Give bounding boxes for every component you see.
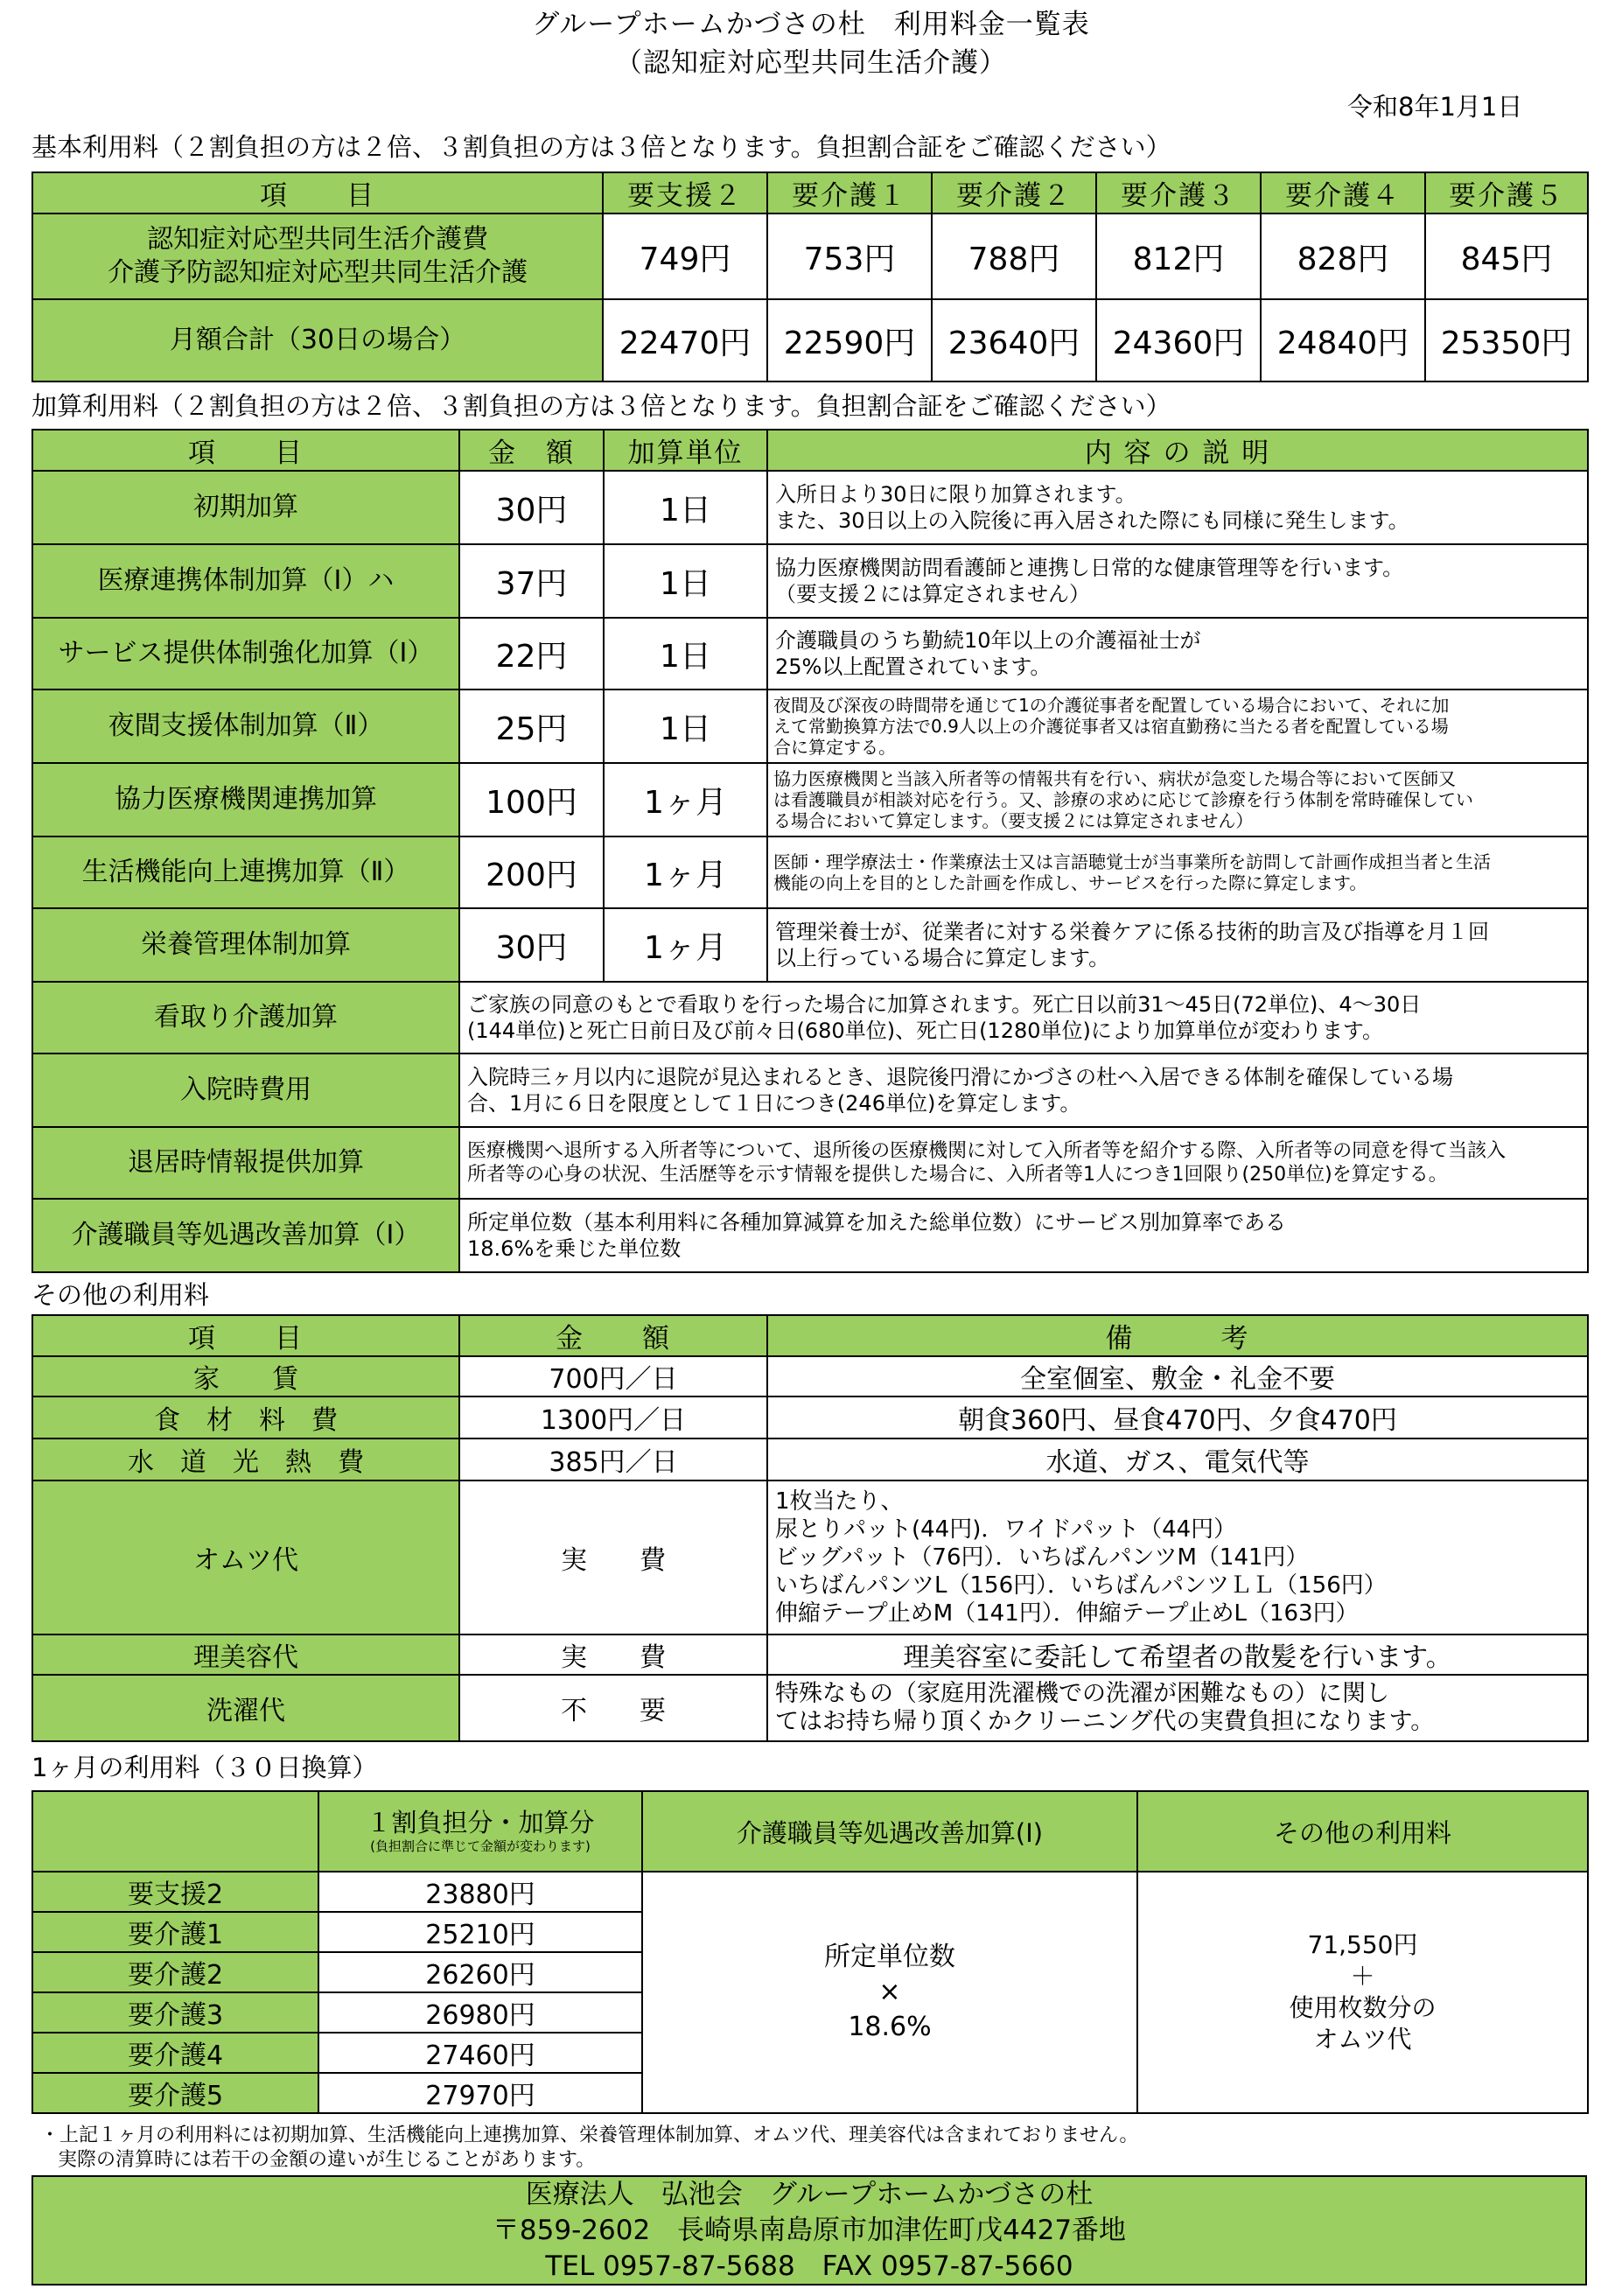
monthly-col-base xyxy=(318,1791,642,1872)
addon-name: 初期加算 xyxy=(32,471,459,544)
addon-desc-line: (144単位)と死亡日前日及び前々日(680単位)、死亡日(1280単位)により加算単位が変わります。 xyxy=(467,1018,1383,1043)
addon-unit: 1日 xyxy=(604,544,767,618)
level-header: 要介護２ xyxy=(932,172,1096,214)
monthly-col-other: その他の利用料 xyxy=(1137,1791,1588,1872)
other-row xyxy=(32,1675,1588,1741)
addon-desc-line: 以上行っている場合に算定します。 xyxy=(775,946,1110,970)
monthly-level: 要介護4 xyxy=(32,2033,318,2073)
monthly-level: 要介護2 xyxy=(32,1952,318,1992)
monthly-amount: 26980円 xyxy=(318,1992,642,2033)
diaper-price-line: いちばんパンツL（156円）．いちばんパンツＬＬ（156円） xyxy=(775,1572,1387,1599)
monthly-improvement-cell xyxy=(642,1872,1137,2113)
facility-contact xyxy=(31,2175,1587,2286)
addon-row xyxy=(32,836,1588,908)
level-header: 要介護１ xyxy=(767,172,932,214)
notes xyxy=(40,2124,1598,2173)
addon-row xyxy=(32,618,1588,690)
addon-desc-line: 所定単位数（基本利用料に各種加算減算を加えた総単位数）にサービス別加算率である xyxy=(467,1210,1286,1235)
other-fee-line: ＋ xyxy=(1350,1962,1375,1991)
other-col-item: 項 目 xyxy=(32,1315,459,1356)
addon-col-item: 項 目 xyxy=(32,430,459,471)
other-note: 水道、ガス、電気代等 xyxy=(767,1438,1588,1480)
addon-desc-line: 機能の向上を目的とした計画を作成し、サービスを行った際に算定します。 xyxy=(773,872,1367,893)
other-amount: 不 要 xyxy=(459,1675,767,1741)
other-name: 洗濯代 xyxy=(32,1675,459,1741)
monthly-level: 要介護5 xyxy=(32,2073,318,2113)
daily-fee: 749円 xyxy=(603,214,767,299)
addon-unit: 1ヶ月 xyxy=(604,836,767,908)
addon-desc-line: る場合において算定します。（要支援２には算定されません） xyxy=(773,810,1254,831)
basic-daily-label-line2: 介護予防認知症対応型共同生活介護 xyxy=(108,257,528,288)
addon-section-title: 加算利用料（２割負担の方は２倍、３割負担の方は３倍となります。負担割合証をご確認ください） xyxy=(31,391,1171,421)
monthly-fee: 24360円 xyxy=(1096,299,1261,382)
addon-row xyxy=(32,908,1588,982)
other-amount: 実 費 xyxy=(459,1480,767,1634)
addon-name: 夜間支援体制加算（Ⅱ） xyxy=(32,690,459,763)
addon-wide-row xyxy=(32,1199,1588,1272)
other-name: 理美容代 xyxy=(32,1634,459,1675)
monthly-col-base-sub: (負担割合に準じて金額が変わります) xyxy=(370,1838,591,1854)
issue-date: 令和8年1月1日 xyxy=(1347,92,1523,122)
addon-desc-line: 18.6%を乗じた単位数 xyxy=(467,1236,682,1261)
addon-desc-line: 協力医療機関訪問看護師と連携し日常的な健康管理等を行います。 xyxy=(775,556,1404,580)
improvement-line: × xyxy=(878,1977,901,2007)
monthly-amount: 27970円 xyxy=(318,2073,642,2113)
daily-fee: 788円 xyxy=(932,214,1096,299)
addon-amount: 30円 xyxy=(459,908,604,982)
facility-address: 〒859-2602 長崎県南島原市加津佐町戊4427番地 xyxy=(492,2215,1127,2246)
addon-amount: 37円 xyxy=(459,544,604,618)
other-fee-line: オムツ代 xyxy=(1313,2025,1412,2054)
daily-fee: 753円 xyxy=(767,214,932,299)
basic-header-row xyxy=(32,172,1588,214)
basic-daily-label xyxy=(32,214,603,299)
addon-row xyxy=(32,763,1588,836)
other-col-note: 備 考 xyxy=(767,1315,1588,1356)
addon-unit: 1日 xyxy=(604,618,767,690)
other-note xyxy=(767,1675,1588,1741)
page-subtitle: （認知症対応型共同生活介護） xyxy=(615,47,1007,79)
other-row xyxy=(32,1480,1588,1634)
diaper-price-line: 尿とりパット(44円)．ワイドパット（44円） xyxy=(775,1516,1237,1543)
laundry-note-line: てはお持ち帰り頂くかクリーニング代の実費負担になります。 xyxy=(775,1708,1435,1735)
addon-name: 退居時情報提供加算 xyxy=(32,1127,459,1199)
addon-desc xyxy=(767,690,1588,763)
addon-name: 看取り介護加算 xyxy=(32,982,459,1054)
addon-desc xyxy=(767,471,1588,544)
other-amount: 実 費 xyxy=(459,1634,767,1675)
addon-desc-line: 25%以上配置されています。 xyxy=(775,654,1052,679)
monthly-corner xyxy=(32,1791,318,1872)
monthly-amount: 23880円 xyxy=(318,1872,642,1912)
improvement-line: 18.6% xyxy=(848,2012,932,2042)
monthly-fee: 22590円 xyxy=(767,299,932,382)
daily-fee: 845円 xyxy=(1425,214,1588,299)
diaper-price-line: 伸縮テープ止めM（141円）．伸縮テープ止めL（163円） xyxy=(775,1600,1359,1627)
monthly-fee-table xyxy=(31,1790,1589,2114)
addon-desc-line: 協力医療機関と当該入所者等の情報共有を行い、病状が急変した場合等において医師又 xyxy=(773,768,1456,789)
other-header-row xyxy=(32,1315,1588,1356)
monthly-section-title: 1ヶ月の利用料（３０日換算） xyxy=(31,1753,378,1782)
addon-col-desc: 内 容 の 説 明 xyxy=(767,430,1588,471)
addon-unit: 1ヶ月 xyxy=(604,908,767,982)
daily-fee: 812円 xyxy=(1096,214,1261,299)
addon-fee-table xyxy=(31,429,1589,1273)
other-note: 朝食360円、昼食470円、夕食470円 xyxy=(767,1396,1588,1438)
addon-name: 協力医療機関連携加算 xyxy=(32,763,459,836)
other-fee-line: 71,550円 xyxy=(1307,1930,1418,1959)
addon-desc-line: ご家族の同意のもとで看取りを行った場合に加算されます。死亡日以前31～45日(72単位)、4～30日 xyxy=(467,992,1422,1017)
addon-name: 介護職員等処遇改善加算（Ⅰ） xyxy=(32,1199,459,1272)
addon-desc xyxy=(459,1199,1588,1272)
other-name: オムツ代 xyxy=(32,1480,459,1634)
other-name: 食 材 料 費 xyxy=(32,1396,459,1438)
monthly-fee: 22470円 xyxy=(603,299,767,382)
addon-desc-line: は看護職員が相談対応を行う。又、診療の求めに応じて診療を行う体制を常時確保してい xyxy=(773,789,1473,810)
addon-desc-line: また、30日以上の入院後に再入居された際にも同様に発生します。 xyxy=(775,508,1409,533)
laundry-note-line: 特殊なもの（家庭用洗濯機での洗濯が困難なもの）に関し xyxy=(775,1680,1389,1707)
daily-fee: 828円 xyxy=(1261,214,1425,299)
other-row xyxy=(32,1438,1588,1480)
monthly-fee: 23640円 xyxy=(932,299,1096,382)
addon-desc xyxy=(767,836,1588,908)
monthly-col-improvement: 介護職員等処遇改善加算(Ⅰ) xyxy=(642,1791,1137,1872)
addon-amount: 30円 xyxy=(459,471,604,544)
monthly-amount: 26260円 xyxy=(318,1952,642,1992)
addon-unit: 1日 xyxy=(604,690,767,763)
addon-wide-row xyxy=(32,982,1588,1054)
addon-amount: 100円 xyxy=(459,763,604,836)
basic-daily-row xyxy=(32,214,1588,299)
addon-unit: 1ヶ月 xyxy=(604,763,767,836)
other-row xyxy=(32,1396,1588,1438)
page-title: グループホームかづさの杜 利用料金一覧表 xyxy=(532,9,1090,40)
improvement-line: 所定単位数 xyxy=(824,1942,955,1972)
other-section-title: その他の利用料 xyxy=(31,1280,210,1310)
diaper-price-list xyxy=(767,1480,1588,1634)
addon-desc xyxy=(459,982,1588,1054)
monthly-level: 要介護1 xyxy=(32,1912,318,1952)
level-header: 要支援２ xyxy=(603,172,767,214)
addon-row xyxy=(32,690,1588,763)
addon-desc-line: 所者等の心身の状況、生活歴等を示す情報を提供した場合に、入所者等1人につき1回限り(250単位)を算定する。 xyxy=(467,1164,1448,1186)
other-col-amount: 金 額 xyxy=(459,1315,767,1356)
addon-wide-row xyxy=(32,1127,1588,1199)
monthly-row xyxy=(32,1872,1588,1912)
addon-desc-line: 管理栄養士が、従業者に対する栄養ケアに係る技術的助言及び指導を月１回 xyxy=(775,920,1489,944)
basic-monthly-label: 月額合計（30日の場合） xyxy=(32,299,603,382)
other-name: 水 道 光 熱 費 xyxy=(32,1438,459,1480)
level-header: 要介護３ xyxy=(1096,172,1261,214)
other-fee-line: 使用枚数分の xyxy=(1289,1993,1437,2022)
addon-desc xyxy=(459,1127,1588,1199)
monthly-amount: 27460円 xyxy=(318,2033,642,2073)
other-amount: 1300円／日 xyxy=(459,1396,767,1438)
addon-name: 入院時費用 xyxy=(32,1054,459,1127)
addon-desc-line: えて常勤換算方法で0.9人以上の介護従事者又は宿直勤務に当たる者を配置している場 xyxy=(773,716,1449,737)
addon-name: 生活機能向上連携加算（Ⅱ） xyxy=(32,836,459,908)
diaper-price-line: ビッグパット（76円）．いちばんパンツM（141円） xyxy=(775,1544,1309,1571)
addon-desc-line: 医療機関へ退所する入所者等について、退所後の医療機関に対して入所者等を紹介する際、入所者等の同意を得て当該入 xyxy=(467,1140,1507,1162)
monthly-level: 要支援2 xyxy=(32,1872,318,1912)
addon-row xyxy=(32,471,1588,544)
addon-desc xyxy=(767,763,1588,836)
note-line: ・上記１ヶ月の利用料には初期加算、生活機能向上連携加算、栄養管理体制加算、オムツ代、理美容代は含まれておりません。 xyxy=(40,2124,1139,2146)
addon-desc xyxy=(459,1054,1588,1127)
addon-amount: 25円 xyxy=(459,690,604,763)
facility-name: 医療法人 弘池会 グループホームかづさの杜 xyxy=(525,2179,1094,2210)
basic-daily-label-line1: 認知症対応型共同生活介護費 xyxy=(147,224,488,255)
addon-name: サービス提供体制強化加算（Ⅰ） xyxy=(32,618,459,690)
other-note: 理美容室に委託して希望者の散髪を行います。 xyxy=(767,1634,1588,1675)
basic-section-title: 基本利用料（２割負担の方は２倍、３割負担の方は３倍となります。負担割合証をご確認ください） xyxy=(31,132,1171,162)
addon-desc xyxy=(767,544,1588,618)
note-line: 実際の清算時には若干の金額の違いが生じることがあります。 xyxy=(58,2149,596,2171)
level-header: 要介護４ xyxy=(1261,172,1425,214)
addon-amount: 200円 xyxy=(459,836,604,908)
addon-header-row xyxy=(32,430,1588,471)
other-row xyxy=(32,1356,1588,1396)
addon-desc-line: 合に算定する。 xyxy=(773,737,896,758)
addon-desc xyxy=(767,908,1588,982)
basic-fee-table xyxy=(31,172,1589,382)
addon-col-unit: 加算単位 xyxy=(604,430,767,471)
addon-desc-line: （要支援２には算定されません） xyxy=(775,582,1090,606)
monthly-fee: 25350円 xyxy=(1425,299,1588,382)
diaper-price-line: 1枚当たり、 xyxy=(775,1488,904,1515)
basic-monthly-row xyxy=(32,299,1588,382)
addon-desc-line: 合、1月に６日を限度として１日につき(246単位)を算定します。 xyxy=(467,1091,1081,1116)
monthly-level: 要介護3 xyxy=(32,1992,318,2033)
addon-desc-line: 夜間及び深夜の時間帯を通じて1の介護従事者を配置している場合において、それに加 xyxy=(773,695,1450,716)
addon-desc-line: 入院時三ヶ月以内に退院が見込まれるとき、退院後円滑にかづさの杜へ入居できる体制を確保している場 xyxy=(467,1065,1454,1089)
other-name: 家 賃 xyxy=(32,1356,459,1396)
other-amount: 385円／日 xyxy=(459,1438,767,1480)
monthly-header-row xyxy=(32,1791,1588,1872)
addon-desc-line: 入所日より30日に限り加算されます。 xyxy=(775,482,1136,507)
basic-col-item: 項 目 xyxy=(32,172,603,214)
addon-desc-line: 介護職員のうち勤続10年以上の介護福祉士が xyxy=(775,628,1201,653)
addon-name: 栄養管理体制加算 xyxy=(32,908,459,982)
addon-unit: 1日 xyxy=(604,471,767,544)
level-header: 要介護５ xyxy=(1425,172,1588,214)
other-note: 全室個室、敷金・礼金不要 xyxy=(767,1356,1588,1396)
other-fee-table xyxy=(31,1314,1589,1742)
addon-col-amount: 金 額 xyxy=(459,430,604,471)
addon-name: 医療連携体制加算（Ⅰ）ハ xyxy=(32,544,459,618)
addon-wide-row xyxy=(32,1054,1588,1127)
addon-row xyxy=(32,544,1588,618)
monthly-col-base-label: １割負担分・加算分 xyxy=(366,1808,595,1838)
monthly-fee: 24840円 xyxy=(1261,299,1425,382)
addon-amount: 22円 xyxy=(459,618,604,690)
monthly-amount: 25210円 xyxy=(318,1912,642,1952)
other-row xyxy=(32,1634,1588,1675)
other-amount: 700円／日 xyxy=(459,1356,767,1396)
addon-desc xyxy=(767,618,1588,690)
facility-phone: TEL 0957-87-5688 FAX 0957-87-5660 xyxy=(545,2250,1073,2282)
addon-desc-line: 医師・理学療法士・作業療法士又は言語聴覚士が当事業所を訪問して計画作成担当者と生活 xyxy=(773,851,1491,872)
monthly-other-cell xyxy=(1137,1872,1588,2113)
